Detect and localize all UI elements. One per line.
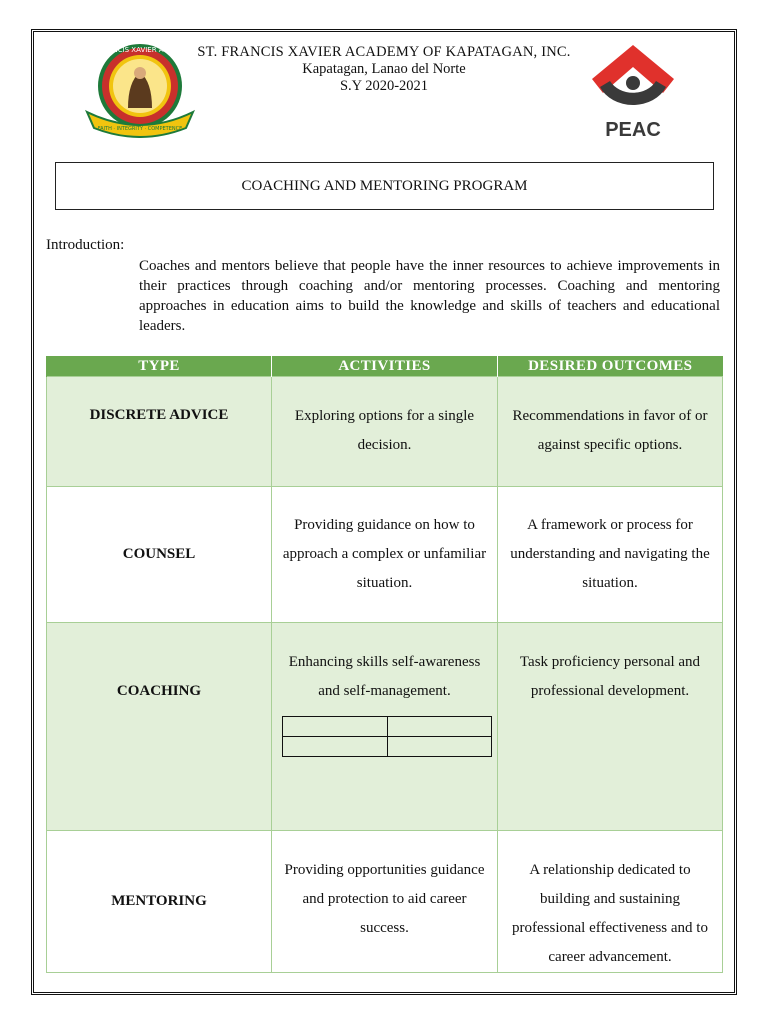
seal-ring-text: ST. FRANCIS XAVIER ACADEMY	[86, 46, 194, 54]
column-header-desired-outcomes: DESIRED OUTCOMES	[498, 356, 723, 377]
type-cell: MENTORING	[47, 831, 272, 973]
school-name: ST. FRANCIS XAVIER ACADEMY OF KAPATAGAN, INC.	[197, 44, 571, 60]
peac-logo-text: PEAC	[605, 119, 661, 141]
column-header-type: TYPE	[47, 356, 272, 377]
empty-grid	[282, 716, 492, 757]
empty-grid-cell	[387, 737, 492, 757]
school-location: Kapatagan, Lanao del Norte	[302, 61, 466, 77]
table-row	[47, 831, 723, 973]
column-header-activities: ACTIVITIES	[272, 356, 498, 377]
introduction-text: Coaches and mentors believe that people have the inner resources to achieve improvements in their practices through coaching and/or mentoring processes. Coaching and mentoring approaches in education aims to build the knowledge and skills of teachers and educational leaders.	[139, 258, 720, 334]
table-row	[47, 623, 723, 831]
program-title-box	[55, 162, 714, 210]
introduction-heading: Introduction:	[46, 237, 125, 253]
activity-cell: Providing guidance on how to approach a complex or unfamiliar situation.	[272, 487, 498, 623]
type-cell: COUNSEL	[47, 487, 272, 623]
empty-grid-cell	[283, 737, 388, 757]
outcome-cell: A relationship dedicated to building and sustaining professional effectiveness and to career advancement.	[498, 831, 723, 973]
school-year: S.Y 2020-2021	[339, 78, 429, 94]
empty-grid-cell	[283, 717, 388, 737]
type-cell: COACHING	[47, 623, 272, 831]
outcome-cell: Recommendations in favor of or against specific options.	[498, 377, 723, 487]
activity-text: Enhancing skills self-awareness and self-management.	[288, 654, 481, 699]
coaching-mentoring-table	[46, 356, 723, 973]
table-row	[47, 487, 723, 623]
school-header	[150, 44, 618, 95]
empty-grid-cell	[387, 717, 492, 737]
outcome-cell: A framework or process for understanding and navigating the situation.	[498, 487, 723, 623]
activity-cell: Exploring options for a single decision.	[272, 377, 498, 487]
table-header-row	[47, 356, 723, 377]
program-title: COACHING AND MENTORING PROGRAM	[241, 177, 528, 194]
table-row	[47, 377, 723, 487]
seal-ribbon-text: FAITH · INTEGRITY · COMPETENCE	[97, 126, 183, 132]
type-cell: DISCRETE ADVICE	[47, 377, 272, 487]
activity-cell	[272, 623, 498, 831]
activity-cell: Providing opportunities guidance and protection to aid career success.	[272, 831, 498, 973]
outcome-cell: Task proficiency personal and professional development.	[498, 623, 723, 831]
